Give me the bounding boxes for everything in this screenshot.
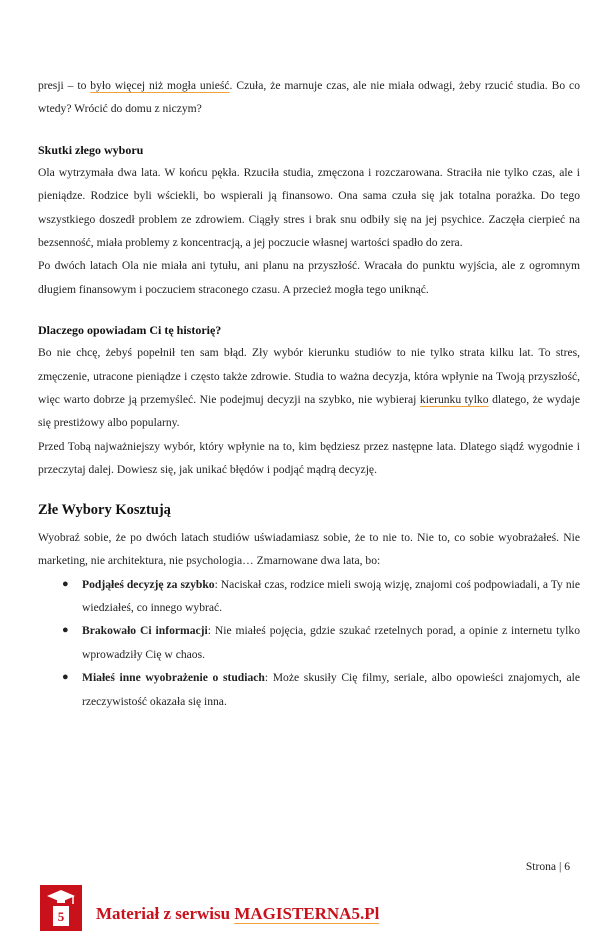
list-item-text: : Może skusiły Cię filmy, seriale, albo opowieści znajomych, ale rzeczywistość okazała się inna. [82,671,580,708]
paragraph [38,341,580,435]
page-number: Strona | 6 [525,860,570,873]
list-item [62,573,580,620]
paragraph-text: dlatego, że wydaje się prestiżowy albo popularny. [38,393,580,430]
list-item-text: : Nie miałeś pojęcia, gdzie szukać rzetelnych porad, a opinie z internetu tylko wprowadziły Cię w chaos. [82,624,580,661]
paragraph: Wyobraź sobie, że po dwóch latach studiów uświadamiasz sobie, że to nie to. Nie to, co sobie wyobrażałeś. Nie marketing, nie architektura, nie psychologia… Zmarnowane dwa lata, bo: [38,530,580,568]
list-item-bold: Brakowało Ci informacji [82,624,208,638]
intro-highlight: było więcej niż mogła unieść [90,79,230,92]
brand-label [96,904,379,924]
brand-site-link[interactable]: MAGISTERNA5.Pl [234,904,380,923]
magisterna5-logo-icon [40,885,82,931]
bullet-icon: ● [62,577,69,590]
list-item [62,619,580,666]
paragraph: Przed Tobą najważniejszy wybór, który wpłynie na to, kim będziesz przez następne lata. Dlatego siądź wygodnie i przeczytaj dalej. Dowiesz się, jak unikać błędów i podjąć mądrą decyzję. [38,439,580,477]
section-heading-skutki: Skutki złego wyboru [38,142,144,157]
section-heading-zle-wybory: Złe Wybory Kosztują [38,501,171,518]
logo-digit: 5 [57,909,65,924]
paragraph: Po dwóch latach Ola nie miała ani tytułu, ani planu na przyszłość. Wracała do punktu wyjścia, ale z ogromnym długiem finansowym i poczuciem straconego czasu. A przecież mogła tego uniknąć. [38,259,580,296]
paragraph: Ola wytrzymała dwa lata. W końcu pękła. Rzuciła studia, zmęczona i rozczarowana. Straciła nie tylko czas, ale i pieniądze. Rodzice byli wściekli, bo wspierali ją finansowo. Ona sama czuła się jak totalna porażka. Do tego wszystkiego doszedł problem ze zdrowiem. Ciągły stres i brak snu odbiły się na jej psychice. Zaczęła cierpieć na bezsenność, miała problemy z koncentracją, a jej poczucie własnej wartości spadło do zera. [38,165,580,250]
intro-text-start: presji – to [38,79,91,92]
highlighted-phrase: kierunku tylko [419,393,489,407]
brand-prefix: Materiał z serwisu [96,904,235,923]
bullet-icon: ● [62,624,69,637]
intro-text-rest: . Czuła, że marnuje czas, ale nie miała odwagi, żeby rzucić studia. Bo co wtedy? Wrócić do domu z niczym? [38,79,580,116]
document-body [38,74,580,713]
list-item-text: : Naciskał czas, rodzice mieli swoją wizję, znajomi coś podpowiadali, a Ty nie wiedziałeś, co innego wybrać. [82,577,580,614]
brand-footer[interactable] [40,885,580,935]
reasons-list [38,573,580,713]
list-item [62,666,580,713]
section-heading-dlaczego: Dlaczego opowiadam Ci tę historię? [38,323,222,338]
list-item-bold: Miałeś inne wyobrażenie o studiach [82,671,265,685]
bullet-icon: ● [62,671,69,684]
list-item-bold: Podjąłeś decyzję za szybko [82,577,215,591]
paragraph-text: Bo nie chcę, żebyś popełnił ten sam błąd. Zły wybór kierunku studiów to nie tylko strata kilku lat. To stres, zmęczenie, utracone pieniądze i często także zdrowie. Studia to ważna decyzja, która wpłynie na Twoją przyszłość, więc warto dobrze ją przemyśleć. Nie podejmuj decyzji na szybko, nie wybieraj [38,346,580,407]
intro-paragraph [38,74,580,121]
